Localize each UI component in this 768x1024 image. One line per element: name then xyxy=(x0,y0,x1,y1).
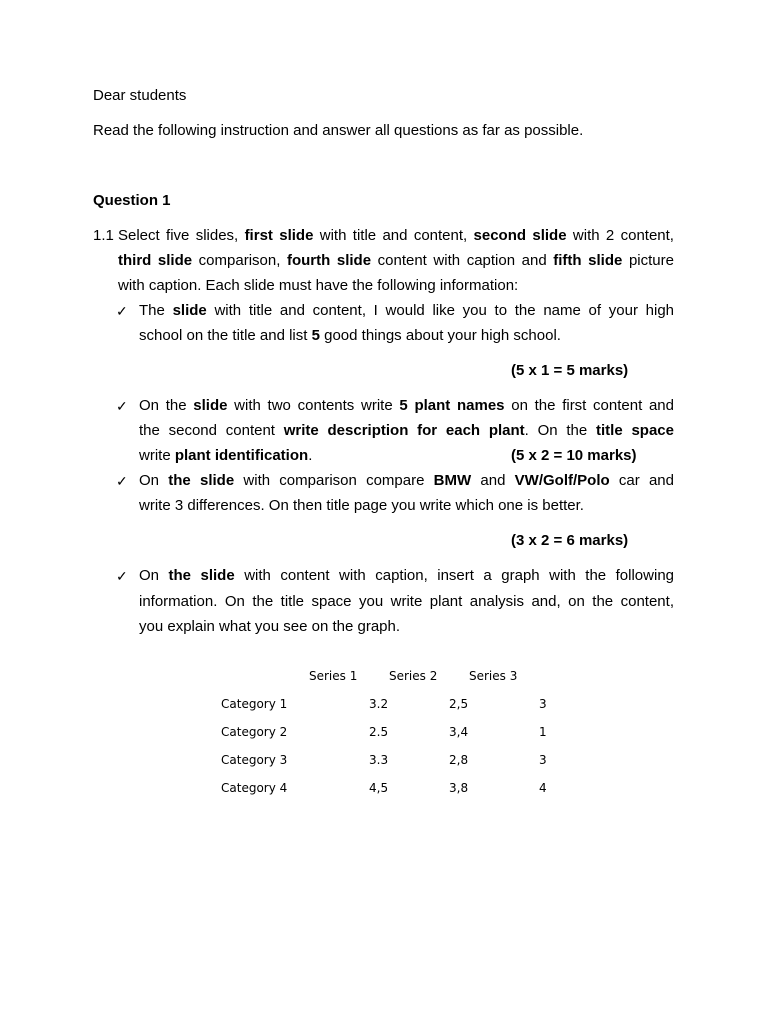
text-run: school on the title and list xyxy=(139,327,312,344)
table-cell: 2.5 xyxy=(369,725,389,739)
table-row-label: Category 4 xyxy=(221,781,288,795)
text-run: good things about your high school. xyxy=(319,327,561,344)
checkmark-icon: ✓ xyxy=(116,398,128,414)
text-run: with title and content, xyxy=(313,227,474,244)
text-run: with title and content, I would like you to the name of your high xyxy=(206,302,675,319)
bold-text-run: first slide xyxy=(244,227,314,244)
text-run: comparison, xyxy=(192,252,287,269)
text-run: Select five slides, xyxy=(118,227,245,244)
bullet-3-line-2 xyxy=(139,496,584,516)
table-row-label: Category 1 xyxy=(221,697,288,711)
text-run: on the first content and xyxy=(504,397,674,414)
instruction: Read the following instruction and answer all questions as far as possible. xyxy=(93,122,584,139)
bullet-4-line-1 xyxy=(139,566,674,586)
text-run: with 2 content, xyxy=(566,227,674,244)
text-run: you explain what you see on the graph. xyxy=(139,618,401,635)
bold-text-run: title space xyxy=(596,422,674,439)
table-cell: 4,5 xyxy=(369,781,389,795)
checkmark-icon: ✓ xyxy=(116,303,128,319)
table-cell: 1 xyxy=(539,725,547,739)
text-run: write xyxy=(139,447,175,464)
bold-text-run: slide xyxy=(193,397,228,414)
table-header-series-2: Series 2 xyxy=(389,669,438,683)
question-1-1-line-1 xyxy=(118,226,674,246)
bold-text-run: BMW xyxy=(433,472,472,489)
bullet-3-marks: (3 x 2 = 6 marks) xyxy=(511,532,629,549)
bold-text-run: slide xyxy=(172,302,207,319)
table-cell: 3 xyxy=(539,697,547,711)
table-header-series-3: Series 3 xyxy=(469,669,518,683)
question-heading: Question 1 xyxy=(93,192,171,209)
bold-text-run: second slide xyxy=(473,227,567,244)
text-run: On the xyxy=(139,397,194,414)
text-run: write 3 differences. On then title page you write which one is better. xyxy=(139,497,584,514)
bullet-3-line-1 xyxy=(139,471,674,491)
text-run: car and xyxy=(609,472,674,489)
table-cell: 3.3 xyxy=(369,753,389,767)
bold-text-run: the slide xyxy=(168,472,235,489)
bullet-2-line-1 xyxy=(139,396,674,416)
table-cell: 2,5 xyxy=(449,697,469,711)
bullet-4-line-3 xyxy=(139,617,400,637)
bold-text-run: 5 xyxy=(311,327,320,344)
table-cell: 3 xyxy=(539,753,547,767)
question-1-1-line-2 xyxy=(118,251,674,271)
bold-text-run: VW/Golf/Polo xyxy=(514,472,610,489)
text-run: and xyxy=(471,472,515,489)
text-run: with content with caption, insert a graph with the following xyxy=(234,567,675,584)
text-run: with caption. Each slide must have the following information: xyxy=(118,277,519,294)
checkmark-icon: ✓ xyxy=(116,473,128,489)
text-run: content with caption and xyxy=(371,252,554,269)
bold-text-run: third slide xyxy=(118,252,193,269)
bullet-1-line-2 xyxy=(139,326,561,346)
bold-text-run: fifth slide xyxy=(553,252,623,269)
bold-text-run: 5 plant names xyxy=(399,397,505,414)
table-row-label: Category 3 xyxy=(221,753,288,767)
text-run: . On the xyxy=(524,422,597,439)
bullet-2-line-3 xyxy=(139,446,312,466)
bold-text-run: the slide xyxy=(168,567,235,584)
text-run: . xyxy=(308,447,313,464)
text-run: On xyxy=(139,472,169,489)
bold-text-run: plant identification xyxy=(174,447,309,464)
table-cell: 4 xyxy=(539,781,547,795)
table-cell: 3.2 xyxy=(369,697,389,711)
text-run: the second content xyxy=(139,422,284,439)
text-run: The xyxy=(139,302,173,319)
question-number: 1.1 xyxy=(93,227,114,244)
checkmark-icon: ✓ xyxy=(116,568,128,584)
bullet-1-marks: (5 x 1 = 5 marks) xyxy=(511,362,629,379)
table-cell: 3,8 xyxy=(449,781,469,795)
bullet-2-line-2 xyxy=(139,421,674,441)
text-run: On xyxy=(139,567,169,584)
table-row-label: Category 2 xyxy=(221,725,288,739)
text-run: picture xyxy=(622,252,674,269)
greeting: Dear students xyxy=(93,87,187,104)
bold-text-run: write description for each plant xyxy=(283,422,525,439)
text-run: with two contents write xyxy=(227,397,400,414)
text-run: information. On the title space you write plant analysis and, on the content, xyxy=(139,593,674,610)
bullet-2-marks: (5 x 2 = 10 marks) xyxy=(511,447,637,464)
table-header-series-1: Series 1 xyxy=(309,669,358,683)
table-cell: 3,4 xyxy=(449,725,469,739)
bullet-1-line-1 xyxy=(139,301,674,321)
bullet-4-line-2 xyxy=(139,592,674,612)
bold-text-run: fourth slide xyxy=(286,252,372,269)
question-1-1-line-3 xyxy=(118,276,518,296)
text-run: with comparison compare xyxy=(234,472,434,489)
table-cell: 2,8 xyxy=(449,753,469,767)
